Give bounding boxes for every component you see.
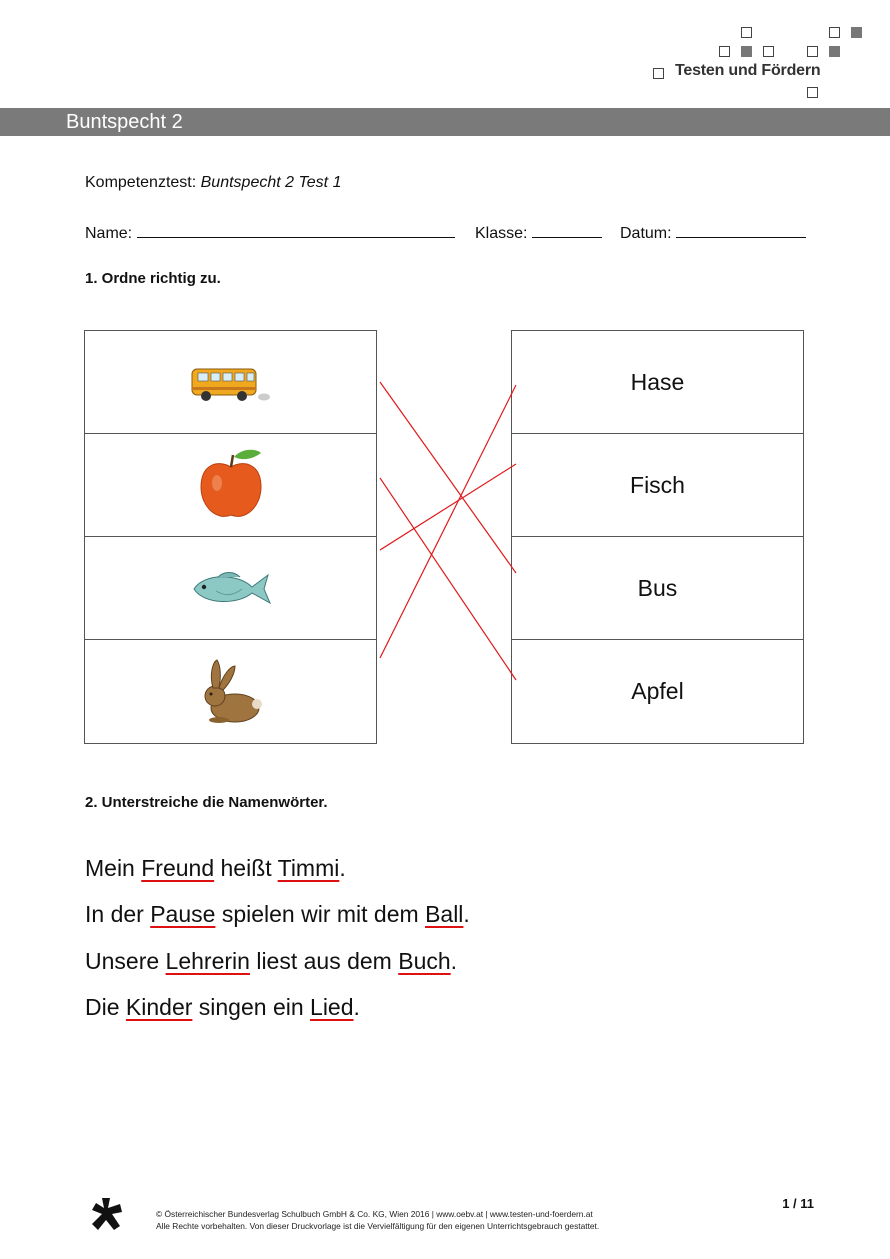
logo-square — [763, 46, 774, 57]
sentence-text: Die — [85, 994, 126, 1020]
rabbit-picture — [193, 654, 269, 730]
name-field[interactable] — [137, 223, 455, 238]
date-field[interactable] — [676, 223, 806, 238]
name-label: Name: — [85, 225, 133, 242]
page-number: 1 / 11 — [782, 1196, 814, 1211]
logo-square — [829, 27, 840, 38]
sentence-text: In der — [85, 901, 151, 927]
logo-square — [807, 46, 818, 57]
match-line — [380, 478, 516, 680]
underlined-noun[interactable]: Lehrerin — [165, 948, 250, 974]
match-line — [380, 382, 516, 573]
word-label: Fisch — [630, 471, 685, 498]
word-cell[interactable] — [512, 640, 803, 743]
underlined-noun[interactable]: Lied — [310, 994, 354, 1020]
publisher-logo-icon — [88, 1194, 128, 1234]
underlined-noun[interactable]: Freund — [141, 855, 215, 881]
word-cell[interactable] — [512, 434, 803, 537]
sentence — [85, 901, 470, 928]
apple-picture — [191, 445, 271, 525]
underlined-noun[interactable]: Kinder — [125, 994, 193, 1020]
fish-picture — [188, 563, 274, 613]
sentence-text: singen ein — [192, 994, 311, 1020]
sentence-text: . — [450, 948, 458, 974]
picture-cell-apple[interactable] — [85, 434, 376, 537]
sentence-text: Unsere — [85, 948, 166, 974]
name-row — [85, 223, 455, 243]
picture-cell-bus[interactable] — [85, 331, 376, 434]
sentence-text: . — [463, 901, 470, 927]
sentence-text: heißt — [214, 855, 278, 881]
logo-square — [719, 46, 730, 57]
task2-title: 2. Unterstreiche die Namenwörter. — [85, 794, 328, 811]
class-label: Klasse: — [475, 225, 528, 242]
copyright-line: © Österreichischer Bundesverlag Schulbuch GmbH & Co. KG, Wien 2016 | www.oebv.at | www.testen-und-foerdern.at — [156, 1209, 593, 1219]
banner-title: Buntspecht 2 — [66, 111, 183, 133]
word-label: Apfel — [631, 678, 684, 704]
date-label: Datum: — [620, 225, 672, 242]
class-field[interactable] — [532, 223, 602, 238]
match-line — [380, 385, 516, 658]
word-column — [511, 330, 804, 744]
logo-square — [741, 46, 752, 57]
picture-cell-rabbit[interactable] — [85, 640, 376, 743]
copyright-footer — [156, 1208, 599, 1232]
word-label: Bus — [637, 574, 678, 601]
class-row — [475, 223, 602, 243]
sentence — [85, 855, 346, 882]
logo-square — [807, 87, 818, 98]
logo-square — [653, 68, 664, 79]
title-banner — [0, 108, 890, 136]
logo-square — [851, 27, 862, 38]
sentence-text: spielen wir mit dem — [215, 901, 426, 927]
word-cell[interactable] — [512, 537, 803, 640]
picture-column — [84, 330, 377, 744]
logo-square — [829, 46, 840, 57]
sentence-text: liest aus dem — [249, 948, 399, 974]
sentence-text: Mein — [85, 855, 142, 881]
word-cell[interactable] — [512, 331, 803, 434]
underlined-noun[interactable]: Pause — [150, 901, 216, 927]
rights-line: Alle Rechte vorbehalten. Von dieser Druckvorlage ist die Vervielfältigung für den eigenen Unterrichtsgebrauch gestattet. — [156, 1221, 600, 1231]
underlined-noun[interactable]: Buch — [398, 948, 451, 974]
sentence — [85, 994, 360, 1021]
logo-text: Testen und Fördern — [675, 62, 821, 79]
bus-picture — [188, 357, 274, 407]
testen-und-foerdern-logo — [650, 22, 870, 102]
test-name: Buntspecht 2 Test 1 — [200, 174, 342, 191]
sentence — [85, 948, 457, 975]
underlined-noun[interactable]: Ball — [425, 901, 464, 927]
underlined-noun[interactable]: Timmi — [277, 855, 340, 881]
word-label: Hase — [630, 368, 685, 395]
picture-cell-fish[interactable] — [85, 537, 376, 640]
test-label: Kompetenztest: — [85, 174, 197, 191]
sentence-text: . — [353, 994, 360, 1020]
match-line — [380, 464, 516, 550]
sentence-text: . — [339, 855, 346, 881]
test-line — [85, 174, 341, 192]
date-row — [620, 223, 806, 243]
logo-square — [741, 27, 752, 38]
task1-title: 1. Ordne richtig zu. — [85, 270, 221, 287]
